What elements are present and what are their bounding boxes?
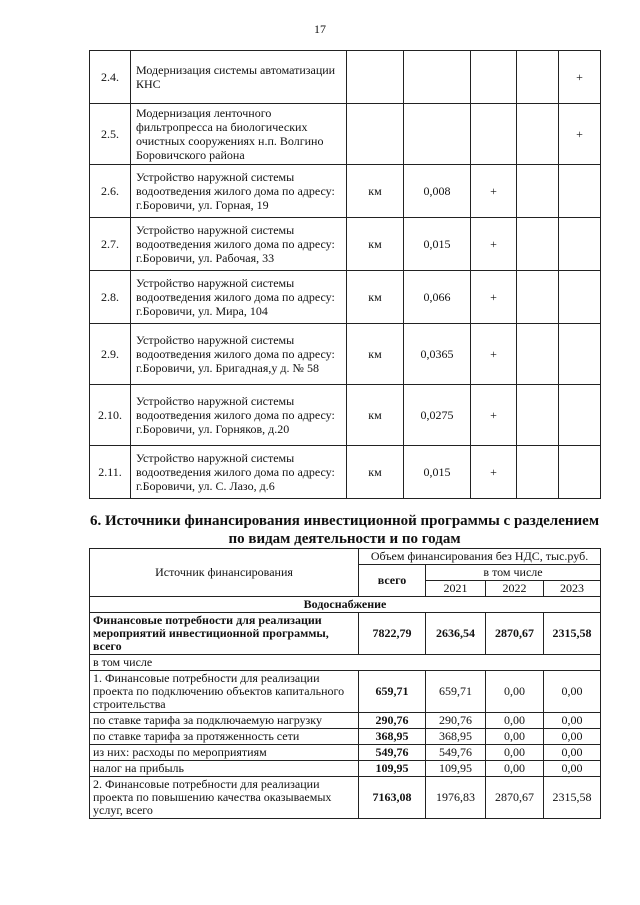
year-value-cell: 368,95 [426, 729, 486, 745]
year-mark-cell [471, 104, 517, 165]
measure-name: Устройство наружной системы водоотведения жилого дома по адресу: г.Боровичи, ул. Мира, 104 [131, 271, 347, 324]
year-value-cell: 0,00 [486, 745, 544, 761]
year-value-cell: 0,00 [486, 671, 544, 713]
row-label: по ставке тарифа за подключаемую нагрузку [90, 713, 359, 729]
measure-name: Модернизация системы автоматизации КНС [131, 51, 347, 104]
total-cell: 659,71 [359, 671, 426, 713]
table-row [90, 104, 601, 165]
unit-cell: км [347, 385, 404, 446]
header-volume: Объем финансирования без НДС, тыс.руб. [359, 549, 601, 565]
header-year: 2023 [544, 581, 601, 597]
header-source: Источник финансирования [90, 549, 359, 597]
year-mark-cell: + [471, 271, 517, 324]
year-value-cell: 0,00 [486, 761, 544, 777]
value-cell [404, 51, 471, 104]
value-cell: 0,015 [404, 218, 471, 271]
table-row [90, 777, 601, 819]
table-row [90, 729, 601, 745]
year-mark-cell [559, 218, 601, 271]
year-mark-cell [517, 165, 559, 218]
table-row [90, 671, 601, 713]
year-value-cell: 0,00 [544, 671, 601, 713]
table-row [90, 655, 601, 671]
row-label: налог на прибыль [90, 761, 359, 777]
section-heading: 6. Источники финансирования инвестиционной программы с разделением по видам деятельности и по годам [89, 513, 600, 547]
row-label: по ставке тарифа за протяженность сети [90, 729, 359, 745]
year-mark-cell: + [559, 51, 601, 104]
year-mark-cell [559, 165, 601, 218]
year-value-cell: 0,00 [486, 713, 544, 729]
unit-cell: км [347, 218, 404, 271]
measure-name: Устройство наружной системы водоотведения жилого дома по адресу: г.Боровичи, ул. Горная, 19 [131, 165, 347, 218]
measure-name: Устройство наружной системы водоотведения жилого дома по адресу: г.Боровичи, ул. Рабочая, 33 [131, 218, 347, 271]
row-number: 2.4. [90, 51, 131, 104]
measure-name: Устройство наружной системы водоотведения жилого дома по адресу: г.Боровичи, ул. Бригадная,у д. № 58 [131, 324, 347, 385]
year-value-cell: 0,00 [544, 745, 601, 761]
year-value-cell: 2870,67 [486, 613, 544, 655]
year-value-cell: 549,76 [426, 745, 486, 761]
row-number: 2.10. [90, 385, 131, 446]
total-cell: 290,76 [359, 713, 426, 729]
total-cell: 7163,08 [359, 777, 426, 819]
measure-name: Модернизация ленточного фильтропресса на биологических очистных сооружениях н.п. Волгино Боровичского района [131, 104, 347, 165]
page-number: 17 [314, 22, 326, 36]
year-mark-cell [559, 324, 601, 385]
row-label: Финансовые потребности для реализации мероприятий инвестиционной программы, всего [90, 613, 359, 655]
year-value-cell: 290,76 [426, 713, 486, 729]
year-mark-cell: + [559, 104, 601, 165]
section-row-water-supply: Водоснабжение [90, 597, 601, 613]
row-label: в том числе [90, 655, 601, 671]
header-year: 2022 [486, 581, 544, 597]
table-row [90, 613, 601, 655]
row-label: 2. Финансовые потребности для реализации проекта по повышению качества оказываемых услуг, всего [90, 777, 359, 819]
year-value-cell: 2870,67 [486, 777, 544, 819]
year-mark-cell [517, 51, 559, 104]
year-mark-cell [559, 446, 601, 499]
year-mark-cell [517, 218, 559, 271]
row-number: 2.9. [90, 324, 131, 385]
unit-cell: км [347, 324, 404, 385]
measure-name: Устройство наружной системы водоотведения жилого дома по адресу: г.Боровичи, ул. Горняков, д.20 [131, 385, 347, 446]
financing-table [89, 548, 601, 819]
header-total: всего [359, 565, 426, 597]
year-value-cell: 109,95 [426, 761, 486, 777]
unit-cell: км [347, 446, 404, 499]
unit-cell [347, 51, 404, 104]
year-mark-cell [559, 271, 601, 324]
table-row [90, 218, 601, 271]
year-mark-cell: + [471, 324, 517, 385]
value-cell: 0,066 [404, 271, 471, 324]
year-value-cell: 659,71 [426, 671, 486, 713]
row-number: 2.7. [90, 218, 131, 271]
year-value-cell: 2636,54 [426, 613, 486, 655]
value-cell: 0,008 [404, 165, 471, 218]
year-value-cell: 2315,58 [544, 777, 601, 819]
row-number: 2.8. [90, 271, 131, 324]
table-row [90, 165, 601, 218]
value-cell: 0,0365 [404, 324, 471, 385]
year-value-cell: 2315,58 [544, 613, 601, 655]
year-mark-cell [517, 385, 559, 446]
unit-cell: км [347, 165, 404, 218]
table-row [90, 761, 601, 777]
table-row [90, 271, 601, 324]
value-cell [404, 104, 471, 165]
year-mark-cell: + [471, 385, 517, 446]
measure-name: Устройство наружной системы водоотведения жилого дома по адресу: г.Боровичи, ул. С. Лазо, д.6 [131, 446, 347, 499]
value-cell: 0,0275 [404, 385, 471, 446]
row-number: 2.6. [90, 165, 131, 218]
year-value-cell: 0,00 [544, 729, 601, 745]
total-cell: 368,95 [359, 729, 426, 745]
header-including: в том числе [426, 565, 601, 581]
total-cell: 7822,79 [359, 613, 426, 655]
row-label: 1. Финансовые потребности для реализации проекта по подключению объектов капитального строительства [90, 671, 359, 713]
total-cell: 549,76 [359, 745, 426, 761]
table-row [90, 446, 601, 499]
year-mark-cell [517, 446, 559, 499]
year-mark-cell [517, 104, 559, 165]
year-mark-cell: + [471, 218, 517, 271]
row-number: 2.11. [90, 446, 131, 499]
row-label: из них: расходы по мероприятиям [90, 745, 359, 761]
year-value-cell: 0,00 [544, 761, 601, 777]
year-value-cell: 0,00 [486, 729, 544, 745]
year-mark-cell: + [471, 446, 517, 499]
year-mark-cell [517, 324, 559, 385]
year-mark-cell [517, 271, 559, 324]
table-row [90, 51, 601, 104]
header-year: 2021 [426, 581, 486, 597]
table-row [90, 385, 601, 446]
year-value-cell: 0,00 [544, 713, 601, 729]
table-row [90, 713, 601, 729]
unit-cell [347, 104, 404, 165]
year-mark-cell [471, 51, 517, 104]
year-value-cell: 1976,83 [426, 777, 486, 819]
year-mark-cell: + [471, 165, 517, 218]
row-number: 2.5. [90, 104, 131, 165]
measures-table [89, 50, 601, 499]
table-row [90, 745, 601, 761]
unit-cell: км [347, 271, 404, 324]
value-cell: 0,015 [404, 446, 471, 499]
year-mark-cell [559, 385, 601, 446]
table-row [90, 324, 601, 385]
total-cell: 109,95 [359, 761, 426, 777]
